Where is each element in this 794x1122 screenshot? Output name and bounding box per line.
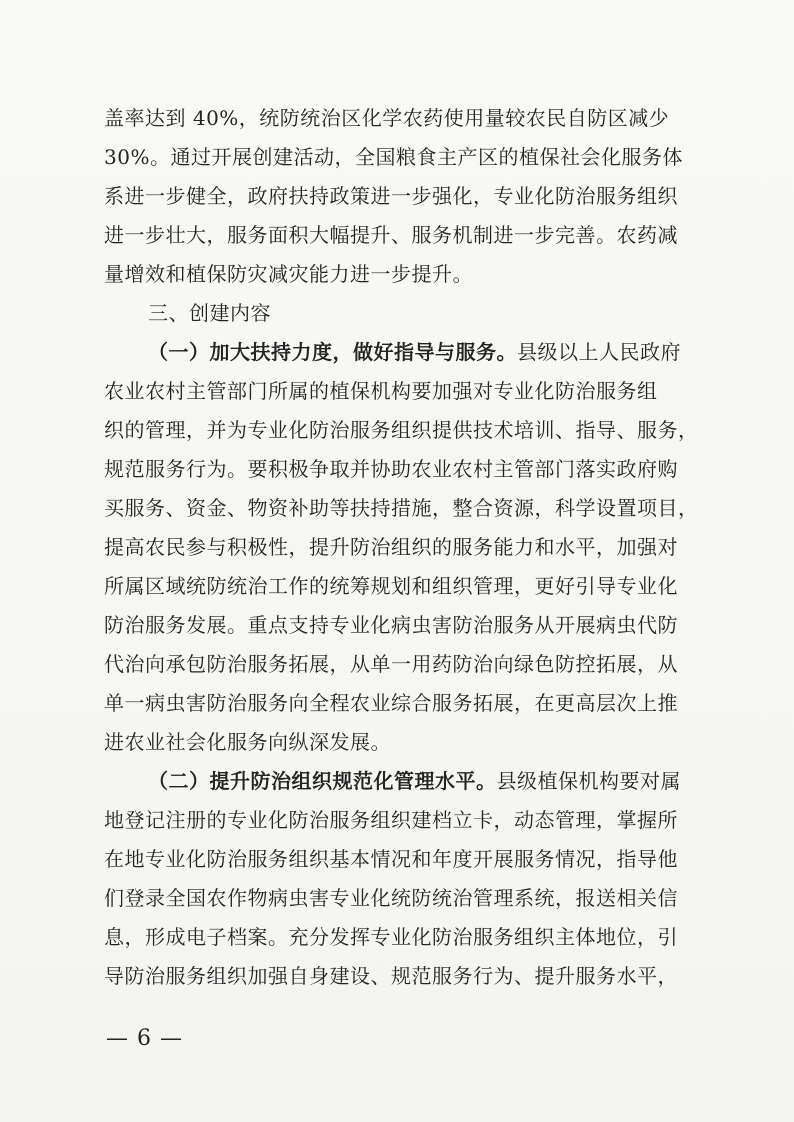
paragraph-text: 县级植保机构要对属: [496, 769, 681, 793]
paragraph-line: 30%。通过开展创建活动，全国粮食主产区的植保社会化服务体: [104, 145, 683, 169]
paragraph-text: 县级以上人民政府: [517, 340, 681, 364]
paragraph-line: 们登录全国农作物病虫害专业化统防统治管理系统，报送相关信: [104, 886, 678, 910]
body-text: [104, 99, 699, 996]
section-heading: 三、创建内容: [148, 301, 271, 325]
paragraph-line: 在地专业化防治服务组织基本情况和年度开展服务情况，指导他: [104, 847, 678, 871]
paragraph-line: 盖率达到 40%，统防统治区化学农药使用量较农民自防区减少: [104, 106, 670, 130]
paragraph-first-line: [104, 762, 692, 801]
paragraph-line: 所属区域统防统治工作的统筹规划和组织管理，更好引导专业化: [104, 574, 678, 598]
paragraph-line: 织的管理，并为专业化防治服务组织提供技术培训、指导、服务，: [104, 418, 699, 442]
paragraph-line: 买服务、资金、物资补助等扶持措施，整合资源，科学设置项目，: [104, 496, 699, 520]
paragraph-line: 系进一步健全，政府扶持政策进一步强化，专业化防治服务组织: [104, 184, 678, 208]
paragraph-line: 量增效和植保防灾减灾能力进一步提升。: [104, 262, 473, 286]
paragraph-line: 规范服务行为。要积极争取并协助农业农村主管部门落实政府购: [104, 457, 678, 481]
paragraph-line: 息，形成电子档案。充分发挥专业化防治服务组织主体地位，引: [104, 925, 678, 949]
paragraph-line: 导防治服务组织加强自身建设、规范服务行为、提升服务水平，: [104, 964, 678, 988]
page-number: — 6 —: [106, 1026, 183, 1051]
paragraph-line: 防治服务发展。重点支持专业化病虫害防治服务从开展病虫代防: [104, 613, 678, 637]
paragraph-line: 进一步壮大，服务面积大幅提升、服务机制进一步完善。农药减: [104, 223, 678, 247]
paragraph-line: 进农业社会化服务向纵深发展。: [104, 730, 391, 754]
paragraph-line: 地登记注册的专业化防治服务组织建档立卡，动态管理，掌握所: [104, 808, 678, 832]
paragraph-line: 代治向承包防治服务拓展，从单一用药防治向绿色防控拓展，从: [104, 652, 678, 676]
paragraph-lead: （二）提升防治组织规范化管理水平。: [148, 769, 497, 793]
paragraph-first-line: [104, 333, 692, 372]
paragraph-line: 农业农村主管部门所属的植保机构要加强对专业化防治服务组: [104, 379, 658, 403]
paragraph-lead: （一）加大扶持力度，做好指导与服务。: [148, 340, 517, 364]
paragraph-line: 单一病虫害防治服务向全程农业综合服务拓展，在更高层次上推: [104, 691, 678, 715]
paragraph-line: 提高农民参与积极性，提升防治组织的服务能力和水平，加强对: [104, 535, 678, 559]
